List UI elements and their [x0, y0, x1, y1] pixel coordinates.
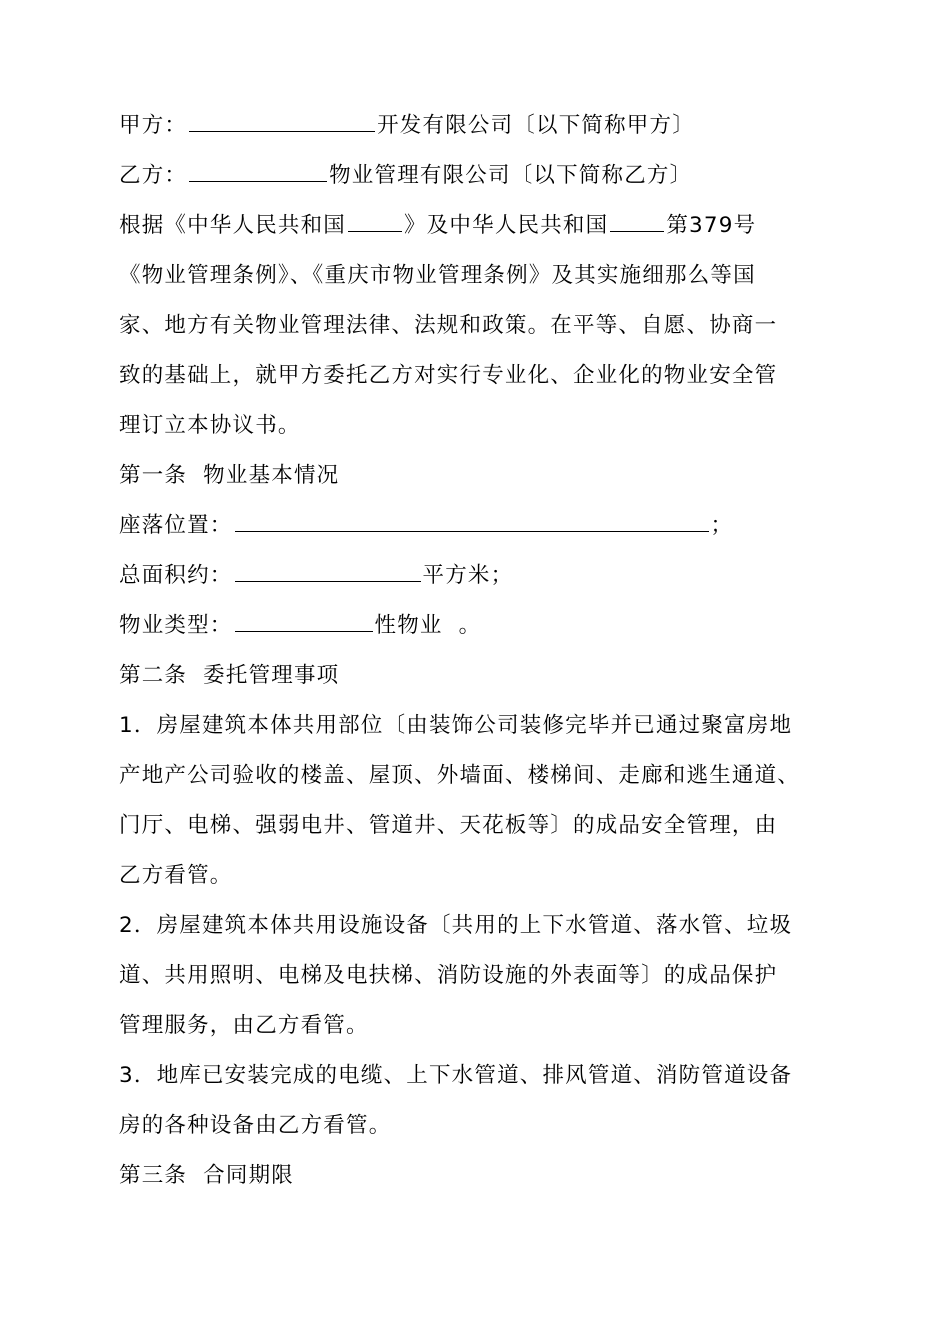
item-1-line-4: 乙方看管。	[119, 863, 233, 888]
item-2-line-2: 道、共用照明、电梯及电扶梯、消防设施的外表面等〕的成品保护	[119, 963, 778, 988]
location-line	[119, 511, 733, 541]
item-3-line-1: 3．地库已安装完成的电缆、上下水管道、排风管道、消防管道设备	[119, 1063, 793, 1088]
area-unit: 平方米；	[422, 563, 514, 588]
item-1-line-2: 产地产公司验收的楼盖、屋顶、外墙面、楼梯间、走廊和逃生通道、	[119, 763, 801, 788]
party-b-label: 乙方：	[119, 163, 188, 188]
article-1-title: 第一条 物业基本情况	[119, 463, 340, 488]
basis-text-1b: 》及中华人民共和国	[404, 213, 609, 238]
basis-text-1a: 根据《中华人民共和国	[119, 213, 347, 238]
location-label: 座落位置：	[119, 513, 233, 538]
area-label: 总面积约：	[119, 563, 233, 588]
item-1-line-3: 门厅、电梯、强弱电井、管道井、天花板等〕的成品安全管理，由	[119, 813, 778, 838]
article-3-title: 第三条 合同期限	[119, 1163, 294, 1188]
basis-line-5: 理订立本协议书。	[119, 413, 301, 438]
basis-text-1c: 第379号	[666, 213, 757, 238]
party-a-suffix: 开发有限公司〔以下简称甲方〕	[377, 113, 695, 138]
law-name-blank	[348, 211, 402, 232]
basis-line-2: 《物业管理条例》、《重庆市物业管理条例》及其实施细那么等国	[119, 263, 756, 288]
decree-blank	[610, 211, 664, 232]
party-a-name-blank	[189, 111, 375, 132]
basis-line-1	[119, 211, 756, 241]
basis-line-4: 致的基础上，就甲方委托乙方对实行专业化、企业化的物业安全管	[119, 363, 778, 388]
type-line	[119, 611, 481, 641]
party-a-label: 甲方：	[119, 113, 188, 138]
type-blank	[235, 611, 373, 632]
area-blank	[235, 561, 421, 582]
type-suffix: 性物业 。	[374, 613, 482, 638]
item-2-line-1: 2．房屋建筑本体共用设施设备〔共用的上下水管道、落水管、垃圾	[119, 913, 793, 938]
item-3-line-2: 房的各种设备由乙方看管。	[119, 1113, 392, 1138]
party-b-suffix: 物业管理有限公司〔以下简称乙方〕	[329, 163, 693, 188]
type-label: 物业类型：	[119, 613, 233, 638]
location-blank	[235, 511, 709, 532]
item-1-line-1: 1．房屋建筑本体共用部位〔由装饰公司装修完毕并已通过聚富房地	[119, 713, 793, 738]
basis-line-3: 家、地方有关物业管理法律、法规和政策。在平等、自愿、协商一	[119, 313, 778, 338]
location-end: ；	[710, 513, 734, 538]
area-line	[119, 561, 513, 591]
item-2-line-3: 管理服务，由乙方看管。	[119, 1013, 369, 1038]
article-2-title: 第二条 委托管理事项	[119, 663, 340, 688]
party-b-name-blank	[189, 161, 327, 182]
party-b-line	[119, 161, 692, 191]
party-a-line	[119, 111, 695, 141]
